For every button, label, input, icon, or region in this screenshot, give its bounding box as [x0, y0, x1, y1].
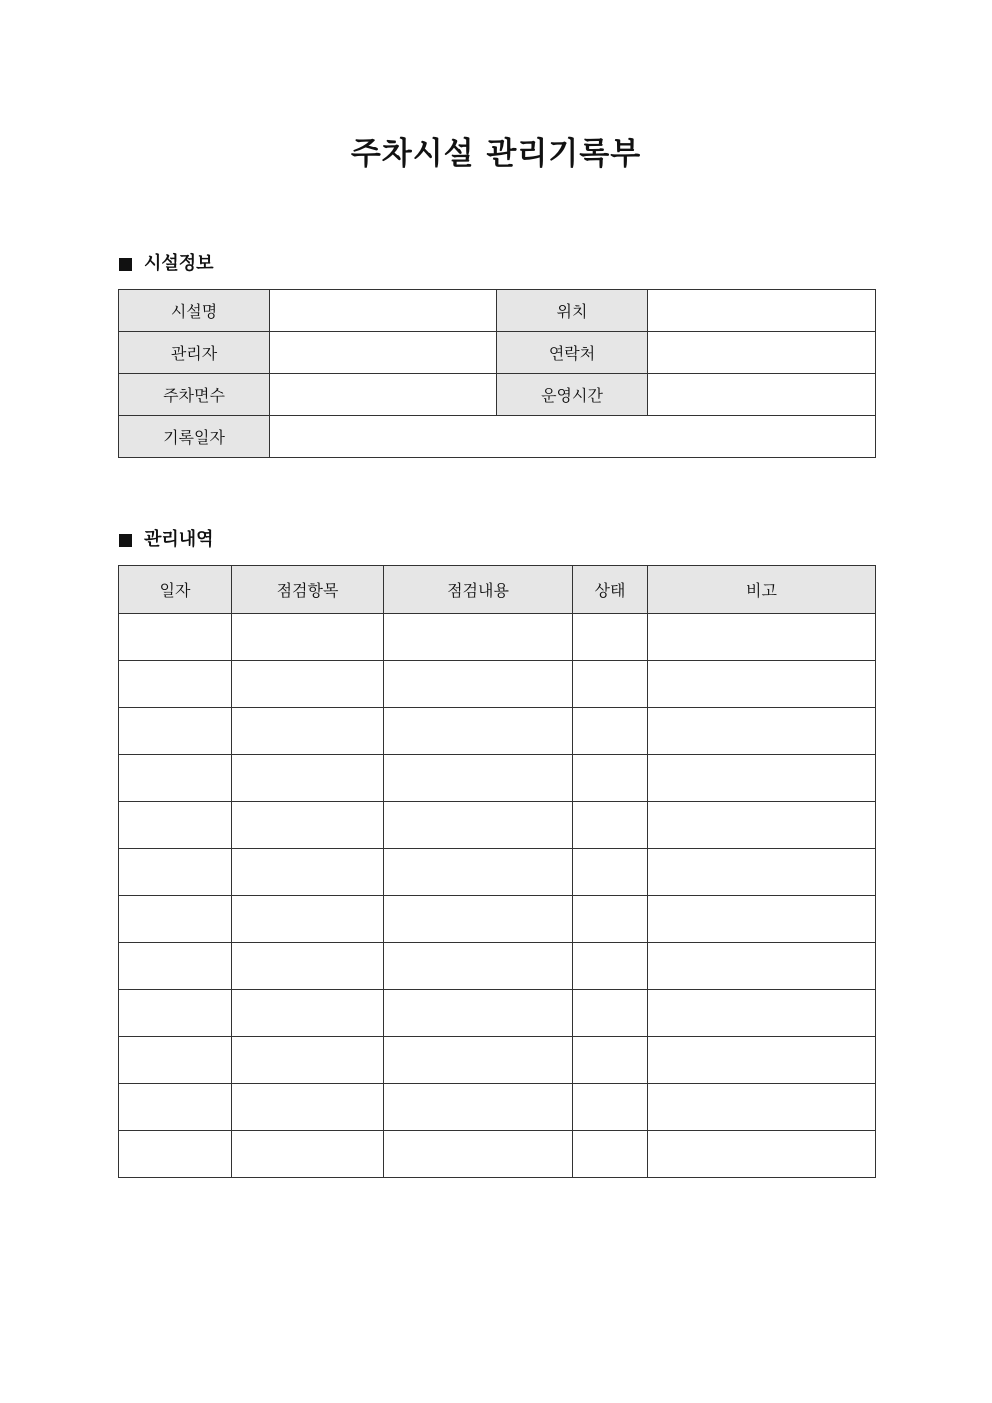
- inspection-item-cell[interactable]: [232, 802, 384, 849]
- status-cell[interactable]: [573, 614, 648, 661]
- inspection-item-cell[interactable]: [232, 849, 384, 896]
- column-header-inspection-details: 점검내용: [384, 566, 573, 614]
- column-header-remarks: 비고: [648, 566, 876, 614]
- section-heading-label: 시설정보: [144, 253, 214, 274]
- table-row: [119, 290, 876, 332]
- inspection-item-cell[interactable]: [232, 755, 384, 802]
- table-row: [119, 943, 876, 990]
- table-header-row: [119, 566, 876, 614]
- table-row: [119, 374, 876, 416]
- page-title: 주차시설 관리기록부: [350, 136, 642, 172]
- table-row: [119, 1131, 876, 1178]
- inspection-item-cell[interactable]: [232, 1037, 384, 1084]
- status-cell[interactable]: [573, 1131, 648, 1178]
- table-row: [119, 849, 876, 896]
- table-row: [119, 1084, 876, 1131]
- status-cell[interactable]: [573, 1037, 648, 1084]
- inspection-item-cell[interactable]: [232, 896, 384, 943]
- section-heading-management-log: [119, 528, 214, 552]
- inspection-details-cell[interactable]: [384, 755, 573, 802]
- table-row: [119, 896, 876, 943]
- inspection-details-cell[interactable]: [384, 1131, 573, 1178]
- operating-hours-field[interactable]: [648, 374, 876, 416]
- status-cell[interactable]: [573, 1084, 648, 1131]
- date-cell[interactable]: [119, 896, 232, 943]
- inspection-details-cell[interactable]: [384, 614, 573, 661]
- facility-name-field[interactable]: [270, 290, 497, 332]
- inspection-item-cell[interactable]: [232, 943, 384, 990]
- inspection-item-cell[interactable]: [232, 1084, 384, 1131]
- column-header-status: 상태: [573, 566, 648, 614]
- status-cell[interactable]: [573, 943, 648, 990]
- inspection-item-cell[interactable]: [232, 1131, 384, 1178]
- square-bullet-icon: [119, 534, 132, 547]
- date-cell[interactable]: [119, 802, 232, 849]
- manager-field[interactable]: [270, 332, 497, 374]
- remarks-cell[interactable]: [648, 1084, 876, 1131]
- status-cell[interactable]: [573, 990, 648, 1037]
- date-cell[interactable]: [119, 614, 232, 661]
- record-date-field[interactable]: [270, 416, 876, 458]
- contact-field[interactable]: [648, 332, 876, 374]
- inspection-details-cell[interactable]: [384, 802, 573, 849]
- date-cell[interactable]: [119, 1084, 232, 1131]
- remarks-cell[interactable]: [648, 708, 876, 755]
- table-row: [119, 990, 876, 1037]
- remarks-cell[interactable]: [648, 661, 876, 708]
- inspection-item-cell[interactable]: [232, 661, 384, 708]
- date-cell[interactable]: [119, 943, 232, 990]
- date-cell[interactable]: [119, 708, 232, 755]
- status-cell[interactable]: [573, 661, 648, 708]
- parking-spaces-label: 주차면수: [119, 374, 270, 416]
- date-cell[interactable]: [119, 755, 232, 802]
- inspection-item-cell[interactable]: [232, 614, 384, 661]
- location-label: 위치: [497, 290, 648, 332]
- status-cell[interactable]: [573, 802, 648, 849]
- status-cell[interactable]: [573, 849, 648, 896]
- remarks-cell[interactable]: [648, 943, 876, 990]
- table-row: [119, 332, 876, 374]
- parking-spaces-field[interactable]: [270, 374, 497, 416]
- section-heading-label: 관리내역: [144, 529, 214, 550]
- inspection-item-cell[interactable]: [232, 990, 384, 1037]
- section-heading-facility-info: [119, 252, 214, 276]
- inspection-details-cell[interactable]: [384, 896, 573, 943]
- record-date-label: 기록일자: [119, 416, 270, 458]
- table-row: [119, 802, 876, 849]
- remarks-cell[interactable]: [648, 849, 876, 896]
- date-cell[interactable]: [119, 661, 232, 708]
- remarks-cell[interactable]: [648, 1131, 876, 1178]
- location-field[interactable]: [648, 290, 876, 332]
- management-log-table: [118, 565, 876, 1178]
- status-cell[interactable]: [573, 708, 648, 755]
- remarks-cell[interactable]: [648, 614, 876, 661]
- inspection-details-cell[interactable]: [384, 1037, 573, 1084]
- column-header-inspection-item: 점검항목: [232, 566, 384, 614]
- table-row: [119, 708, 876, 755]
- date-cell[interactable]: [119, 849, 232, 896]
- square-bullet-icon: [119, 258, 132, 271]
- inspection-details-cell[interactable]: [384, 708, 573, 755]
- date-cell[interactable]: [119, 1131, 232, 1178]
- inspection-details-cell[interactable]: [384, 943, 573, 990]
- remarks-cell[interactable]: [648, 755, 876, 802]
- date-cell[interactable]: [119, 990, 232, 1037]
- status-cell[interactable]: [573, 896, 648, 943]
- inspection-details-cell[interactable]: [384, 849, 573, 896]
- remarks-cell[interactable]: [648, 802, 876, 849]
- table-row: [119, 661, 876, 708]
- operating-hours-label: 운영시간: [497, 374, 648, 416]
- contact-label: 연락처: [497, 332, 648, 374]
- status-cell[interactable]: [573, 755, 648, 802]
- table-row: [119, 1037, 876, 1084]
- inspection-item-cell[interactable]: [232, 708, 384, 755]
- table-row: [119, 416, 876, 458]
- inspection-details-cell[interactable]: [384, 990, 573, 1037]
- remarks-cell[interactable]: [648, 990, 876, 1037]
- table-row: [119, 614, 876, 661]
- inspection-details-cell[interactable]: [384, 661, 573, 708]
- date-cell[interactable]: [119, 1037, 232, 1084]
- facility-info-table: [118, 289, 876, 458]
- column-header-date: 일자: [119, 566, 232, 614]
- remarks-cell[interactable]: [648, 1037, 876, 1084]
- inspection-details-cell[interactable]: [384, 1084, 573, 1131]
- remarks-cell[interactable]: [648, 896, 876, 943]
- management-log-body: [119, 614, 876, 1178]
- facility-name-label: 시설명: [119, 290, 270, 332]
- manager-label: 관리자: [119, 332, 270, 374]
- table-row: [119, 755, 876, 802]
